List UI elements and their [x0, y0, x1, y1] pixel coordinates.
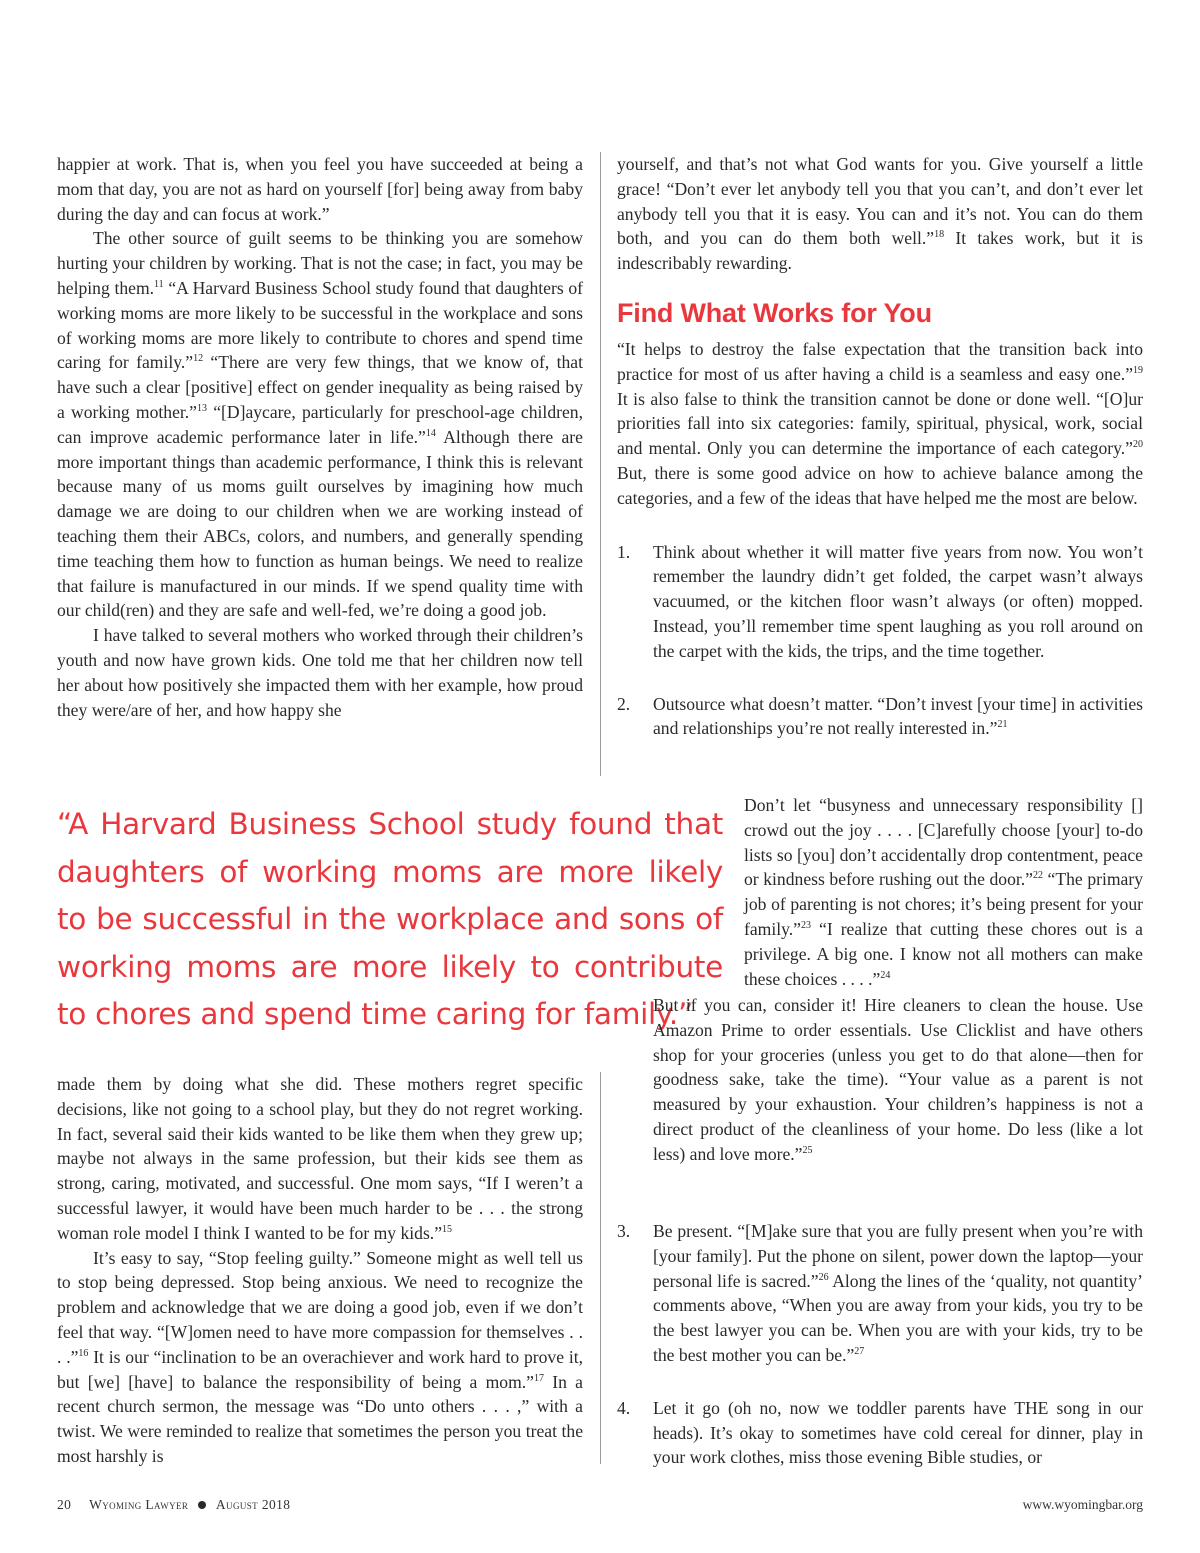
footnote-ref: 21: [997, 719, 1008, 731]
list-number: 3.: [617, 1221, 631, 1241]
paragraph: made them by doing what she did. These mothers regret specific decisions, like not going to a school play, but they do not regret working. In fact, several said their kids wanted to be like them when they grew up; maybe not always in the same profession, but their kids see them as strong, caring, motivated, and successful. One mom says, “If I weren’t a successful lawyer, it would have been much harder to be . . . the strong woman role model I think I wanted to be for my kids.”$^{15}$: [57, 1074, 583, 1243]
footnote-ref: 20: [1133, 439, 1143, 451]
footnote-ref: 12: [193, 353, 204, 365]
footnote-ref: 25: [802, 1144, 813, 1156]
paragraph: The other source of guilt seems to be thinking you are somehow hurting your children by working. That is not the case; in fact, you may be helping them.$^{11}$ “A Harvard Business School study found that daughters of working moms are more likely to be successful in the workplace and sons of working moms are more likely to contribute to chores and spend time caring for family.”$^{12}$ “There are very few things, that we know of, that have such a clear [positive] effect on gender inequality as being raised by a working mother.”$^{13}$ “[D]aycare, particularly for preschool-age children, can improve academic performance later in life.”$^{14}$ Although there are more important things than academic performance, I think this is relevant because many of us moms guilt ourselves by imagining how much damage we are doing to our children when we are working instead of teaching them their ABCs, colors, and numbers, and generally spending time teaching them how to function as human beings. We need to realize that failure is manufactured in our minds. If we spend quality time with our child(ren) and they are safe and well-fed, we’re doing a good job.: [57, 228, 584, 621]
page-footer: [57, 1497, 1143, 1521]
publication-name: Wyoming Lawyer: [89, 1497, 189, 1512]
footnote-ref: 19: [1133, 364, 1143, 376]
list-number: 4.: [617, 1397, 631, 1418]
footnote-ref: 11: [154, 278, 164, 290]
paragraph: yourself, and that’s not what God wants for you. Give yourself a little grace! “Don’t ever let anybody tell you that you can’t, and don’t ever let anybody tell you that it is easy. You can and it’s not. You can do them both, and you can do them both well.”$^{18}$ It takes work, but it is indescribably rewarding.: [617, 154, 1143, 274]
footnote-ref: 18: [934, 229, 945, 241]
list-item: 2. Outsource what doesn’t matter. “Don’t invest [your time] in activities and relationships you’re not really interested in.”$^{21}$: [617, 693, 1143, 739]
footnote-ref: 27: [854, 1345, 865, 1357]
paragraph: “It helps to destroy the false expectation that the transition back into practice for most of us after having a child is a seamless and easy one.”$^{19}$ It is also false to think the transition cannot be done or done well. “[O]ur priorities fall into six categories: family, spiritual, physical, work, social and mental. Only you can determine the importance of each category.”$^{20}$ But, there is some good advice on how to achieve balance among the categories, and a few of the ideas that have helped me the most are below.: [617, 338, 1143, 508]
right-column-bottom-body: [653, 993, 1143, 1167]
column-divider: [600, 152, 601, 776]
section-heading: Find What Works for You: [617, 297, 932, 328]
left-column-top: [57, 152, 583, 722]
footnote-ref: 15: [442, 1223, 453, 1235]
page-number: 20: [57, 1497, 72, 1512]
list-item: 1. Think about whether it will matter five years from now. You won’t remember the laundry didn’t get folded, the carpet wasn’t always vacuumed, or the kitchen floor wasn’t always (or often) mopped. Instead, you’ll remember time spent laughing as you roll around on the carpet with the kids, the trips, and the time together.: [617, 541, 1143, 661]
footnote-ref: 22: [1032, 870, 1043, 882]
tips-list: [617, 540, 1143, 742]
footnote-ref: 17: [533, 1372, 544, 1384]
paragraph: happier at work. That is, when you feel you have succeeded at being a mom that day, you are not as hard on yourself [for] being away from baby during the day and can focus at work.”: [57, 154, 583, 224]
footnote-ref: 23: [801, 919, 811, 931]
footnote-ref: 26: [818, 1271, 829, 1283]
list-item: 4. Let it go (oh no, now we toddler parents have THE song in our heads). It’s okay to sometimes have cold cereal for dinner, play in your work clothes, miss those evening Bible studies, or: [617, 1397, 1143, 1468]
footnote-ref: 16: [78, 1347, 89, 1359]
bullet-dot-icon: [198, 1501, 206, 1509]
paragraph: But if you can, consider it! Hire cleaners to clean the house. Use Amazon Prime to order essentials. Use Clicklist and have others shop for your groceries (unless you get to do that alone—then for goodness sake, take the time). “Your value as a parent is not measured by your exhaustion. Your children’s happiness is not a direct product of the cleanliness of your home. Do less (like a lot less) and love more.”$^{25}$: [653, 995, 1143, 1164]
footnote-ref: 13: [196, 402, 207, 414]
footnote-ref: 24: [880, 969, 891, 981]
pull-quote: “A Harvard Business School study found that daughters of working moms are more likely to be successful in the workplace and sons of working moms are more likely to contribute to chores and spend time caring for family.”: [57, 807, 723, 1032]
left-column-bottom: [57, 1072, 583, 1469]
right-column-list-end: [617, 1219, 1143, 1470]
paragraph: Don’t let “busyness and unnecessary responsibility [] crowd out the joy . . . . [C]arefully choose [your] to-do lists so [you] don’t accidentally drop contentment, peace or kindness before rushing out the door.”$^{22}$ “The primary job of parenting is not chores; it’s being present for your family.”$^{23}$ “I realize that cutting these chores out is a privilege. A big one. I know not all mothers can make these choices . . . .”$^{24}$: [744, 795, 1144, 989]
paragraph: I have talked to several mothers who worked through their children’s youth and now have grown kids. One told me that her children now tell her about how positively she impacted them with her example, how proud they were/are of her, and how happy she: [57, 625, 583, 720]
tips-list-continued: [617, 1219, 1143, 1470]
paragraph: It’s easy to say, “Stop feeling guilty.” Someone might as well tell us to stop being depressed. Stop being anxious. We need to recognize the problem and acknowledge that we are doing a good job, even if we don’t feel that way. “[W]omen need to have more compassion for themselves . . . .”$^{16}$ It is our “inclination to be an overachiever and work hard to prove it, but [we] [have] to balance the responsibility of being a mom.”$^{17}$ In a recent church sermon, the message was “Do unto others . . . ,” with a twist. We were reminded to realize that sometimes the person you treat the most harshly is: [57, 1247, 583, 1466]
issue-date: August 2018: [215, 1497, 291, 1512]
column-divider: [600, 1072, 601, 1464]
right-column-wrap: [744, 793, 1143, 991]
footer-left: [57, 1497, 290, 1513]
footer-url: www.wyomingbar.org: [1022, 1497, 1143, 1512]
right-column-top: [617, 152, 1143, 741]
footnote-ref: 14: [425, 427, 436, 439]
list-number: 2.: [617, 693, 631, 714]
list-number: 1.: [617, 541, 631, 562]
list-item: 3. Be present. “[M]ake sure that you are fully present when you’re with [your family]. Put the phone on silent, power down the laptop—your personal life is sacred.”$^{26}$ Along the lines of the ‘quality, not quantity’ comments above, “When you are away from your kids, you try to be the best lawyer you can be. When you are with your kids, try to be the best mother you can be.”$^{27}$: [617, 1221, 1143, 1365]
